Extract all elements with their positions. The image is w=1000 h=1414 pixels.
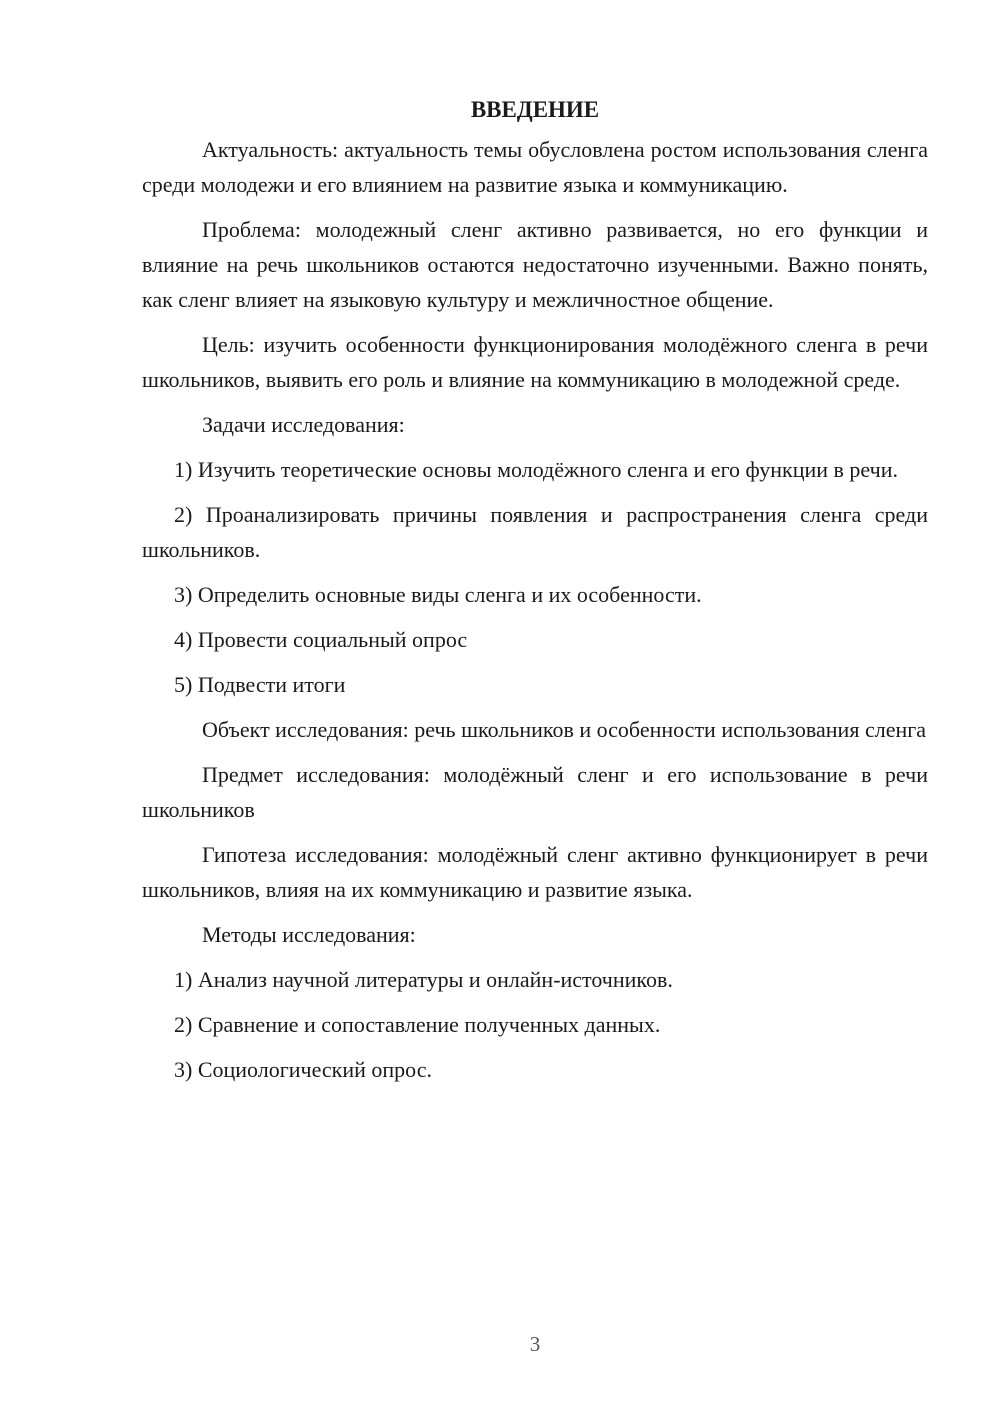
method-item-3: 3) Социологический опрос.: [174, 1057, 432, 1082]
tasks-title: Задачи исследования:: [202, 412, 405, 437]
task-item-1: 1) Изучить теоретические основы молодёжного сленга и его функции в речи.: [174, 457, 898, 482]
page-body: [142, 94, 928, 1097]
task-item-2: 2) Проанализировать причины появления и распространения сленга среди школьников.: [142, 502, 928, 562]
method-item-2: 2) Сравнение и сопоставление полученных данных.: [174, 1012, 661, 1037]
object-paragraph: Объект исследования: речь школьников и особенности использования сленга: [202, 717, 927, 742]
hypothesis-paragraph: Гипотеза исследования: молодёжный сленг активно функционирует в речи школьников, влияя на их коммуникацию и развитие языка.: [142, 842, 928, 902]
relevance-paragraph: Актуальность: актуальность темы обусловлена ростом использования сленга среди молодежи и его влиянием на развитие языка и коммуникацию.: [142, 137, 928, 197]
method-item-1: 1) Анализ научной литературы и онлайн-источников.: [174, 967, 673, 992]
task-item-4: 4) Провести социальный опрос: [174, 627, 468, 652]
problem-paragraph: Проблема: молодежный сленг активно развивается, но его функции и влияние на речь школьников остаются недостаточно изученными. Важно понять, как сленг влияет на языковую культуру и межличностное общение.: [142, 217, 928, 312]
methods-title: Методы исследования:: [202, 922, 416, 947]
task-item-3: 3) Определить основные виды сленга и их особенности.: [174, 582, 702, 607]
page-number: 3: [529, 1332, 541, 1356]
section-heading: ВВЕДЕНИЕ: [470, 97, 600, 122]
subject-paragraph: Предмет исследования: молодёжный сленг и его использование в речи школьников: [142, 762, 928, 822]
task-item-5: 5) Подвести итоги: [174, 672, 346, 697]
goal-paragraph: Цель: изучить особенности функционирования молодёжного сленга в речи школьников, выявить его роль и влияние на коммуникацию в молодежной среде.: [142, 332, 928, 392]
